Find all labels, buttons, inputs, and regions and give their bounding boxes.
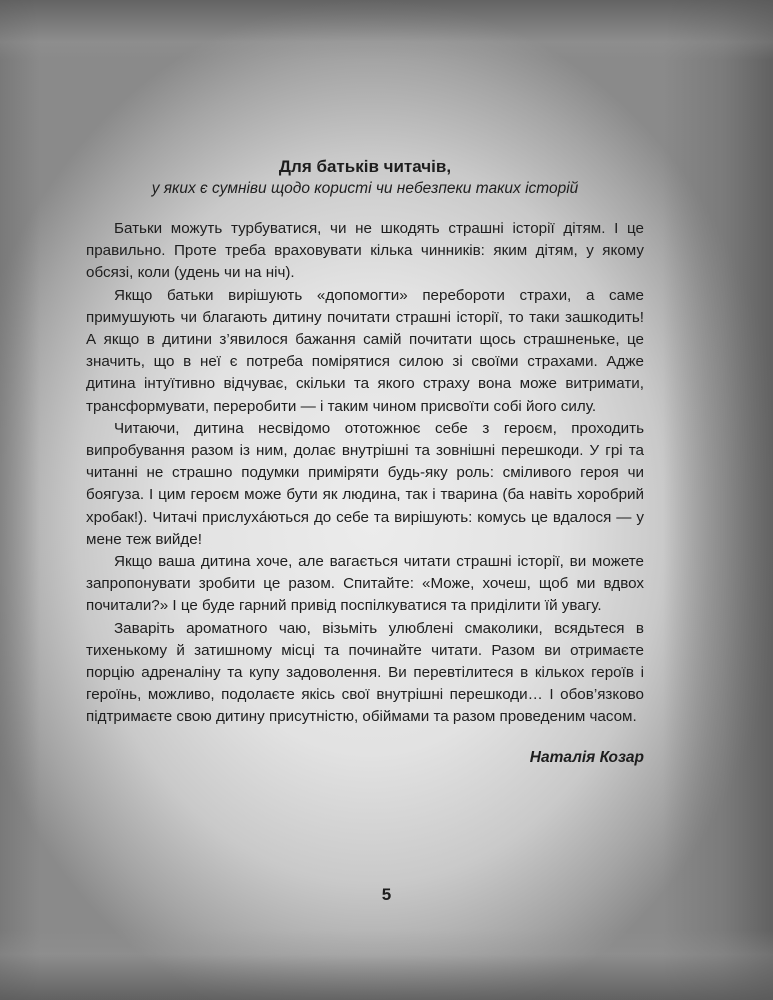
paragraph-1: Батьки можуть турбуватися, чи не шкодять страшні історії дітям. І це правильно. Проте треба враховувати кілька чинників: яким дітям, у якому обсязі, коли (удень чи на ніч). — [86, 220, 644, 282]
paragraph-5: Заваріть ароматного чаю, візьміть улюблені смаколики, всядьтеся в тихенькому й затишному місці та починайте читати. Разом ви отримаєте порцію адреналіну та купу задоволення. Ви перевтілитеся в кількох героїв і героїнь, можливо, подолаєте якісь свої внутрішні перешкоди… І обов’язково підтримаєте свою дитину присутністю, обіймами та разом проведеним часом. — [86, 619, 644, 726]
paragraph-3: Читаючи, дитина несвідомо ототожнює себе з героєм, проходить випробування разом із ним, долає внутрішні та зовнішні перешкоди. У грі та читанні не страшно подумки приміряти будь-яку роль: сміливого героя чи боягуза. І цим героєм може бути як людина, так і тварина (ба навіть хоробрий хробак!). Читачі прислухáються до себе та вирішують: комусь це вдалося — у мене теж вийде! — [86, 419, 644, 548]
paper-edge-top — [0, 0, 773, 60]
author-signature: Наталія Козар — [529, 748, 644, 766]
paragraph-2: Якщо батьки вирішують «допомогти» перебороти страхи, а саме примушують чи благають дитину почитати страшні історії, то таки зашкодить! А якщо в дитини з’явилося бажання самій почитати щось страшненьке, це значить, що в неї є потреба помірятися силою зі своїми страхами. Адже дитина інтуїтивно відчуває, скільки та якого страху вона може витримати, трансформувати, переробити — і таким чином присвоїти собі його силу. — [86, 286, 644, 415]
article — [86, 156, 644, 769]
page-number: 5 — [381, 885, 392, 904]
paper-edge-right — [663, 0, 773, 1000]
paragraph-4: Якщо ваша дитина хоче, але вагається читати страшні історії, ви можете запропонувати зробити це разом. Спитайте: «Може, хочеш, щоб ми вдвох почитали?» І це буде гарний привід поспілкуватися та приділити їй увагу. — [86, 553, 644, 615]
paper-edge-left — [0, 0, 40, 1000]
article-title: Для батьків читачів, — [278, 157, 452, 176]
article-subtitle: у яких є сумніви щодо користі чи небезпеки таких історій — [151, 180, 579, 197]
paper-edge-bottom — [0, 930, 773, 1000]
